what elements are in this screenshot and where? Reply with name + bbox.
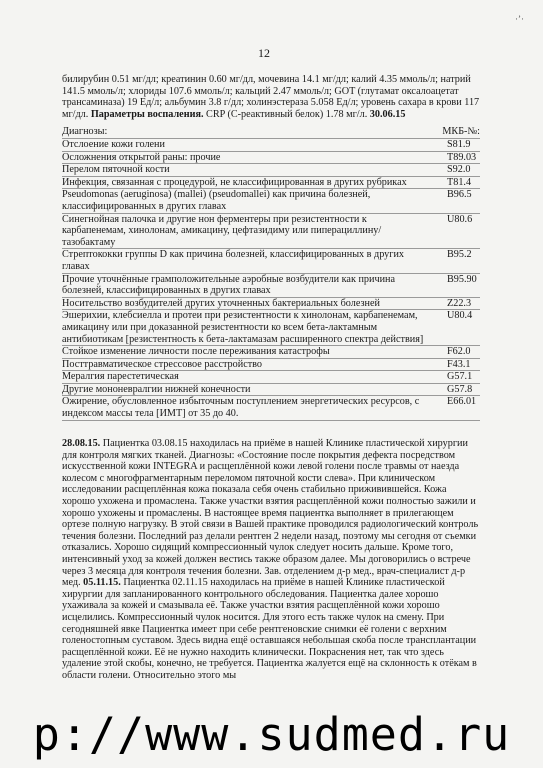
report-text-1: Пациентка 03.08.15 находилась на приёме в нашей Клинике пластической хирургии для контроля мягких тканей. Диагнозы: «Состояние после покрытия дефекта посредством искусственной кожи INTEGRA и расщеплённой кожи левой голени после травмы от наезда колесом с многофрагментарным переломом пяточной кости слева». При клиническом исследовании расщеплённая кожа показала себя очень стабильно приживившейся. Кожа хорошо ухожена и промаслена. Также участки взятия расщеплённой кожи полностью зажили и хорошо ухожены и промаслены. В настоящее время пациентка выполняет в прилегающем ортезе полную нагрузку. В этой связи в Вашей практике проводился радиологический контроль течения болезни. Последний раз делали рентген 2 недели назад, поэтому мы сегодня от съемки отказались. Хорошо сидящий компрессионный чулок следует носить дальше. Кроме того, интенсивный уход за кожей должен вестись также образом далее. Мы договорились о встрече через 3 месяца для контроля течения болезни. Зав. отделением д-р мед., врач-специалист д-р мед.: [62, 438, 479, 589]
diagnosis-name: Инфекция, связанная с процедурой, не классифицированная в других рубриках: [62, 176, 407, 188]
icd-code: T89.03: [447, 151, 477, 163]
diagnosis-row: [62, 213, 480, 249]
diagnosis-row: [62, 309, 480, 345]
icd-code: Z22.3: [447, 297, 472, 309]
report-date-2: 05.11.15.: [83, 577, 121, 589]
corner-mark: ·’·: [515, 14, 524, 24]
diagnosis-row: [62, 297, 480, 310]
diagnosis-name: Стрептококки группы D как причина болезней, классифицированных в других главах: [62, 249, 404, 272]
diagnosis-row: [62, 370, 480, 383]
diagnoses-header: Диагнозы:: [62, 126, 108, 137]
diagnosis-name: Отслоение кожи голени: [62, 139, 165, 150]
diagnosis-name: Стойкое изменение личности после переживания катастрофы: [62, 346, 330, 358]
diagnosis-name: Эшерихии, клебсиелла и протеи при резистентности к хинолонам, карбапенемам, амикацину или при доказанной резистентности ко всем бета-лактамным антибиотикам [резистентность к бета-лактамазам расширенного спектра действия]: [62, 310, 424, 345]
diagnosis-row: [62, 273, 480, 297]
lab-date: 30.06.15: [369, 108, 406, 120]
icd-code: E66.01: [447, 396, 477, 408]
icd-code: G57.8: [447, 383, 473, 395]
icd-code: U80.6: [447, 213, 473, 225]
diagnosis-name: Другие мононевралгии нижней конечности: [62, 383, 251, 395]
diagnosis-name: Перелом пяточной кости: [62, 164, 170, 176]
diagnosis-name: Синегнойная палочка и другие нон ферментеры при резистентности к карбапенемам, хинолонам, амикацину, цефтазидиму или пиперациллину/тазобактаму: [62, 213, 382, 248]
report-date-1: 28.08.15.: [62, 438, 101, 449]
diagnoses-header-row: [62, 126, 480, 138]
icd-code: B95.2: [447, 249, 472, 261]
icd-code: U80.4: [447, 310, 473, 322]
icd-code: T81.4: [447, 176, 472, 188]
diagnosis-row: [62, 176, 480, 189]
diagnosis-row: [62, 163, 480, 176]
lab-text-2: CRP (С-реактивный белок) 1.78 мг/л.: [206, 108, 368, 120]
icd-code: S81.9: [447, 139, 471, 150]
icd-code: F43.1: [447, 358, 471, 370]
diagnosis-row: [62, 151, 480, 164]
lab-results-paragraph: [62, 74, 480, 120]
diagnosis-row: [62, 138, 480, 151]
diagnosis-row: [62, 358, 480, 371]
lab-text-1: билирубин 0.51 мг/дл; креатинин 0.60 мг/дл, мочевина 14.1 мг/дл; калий 4.35 ммоль/л; натрий 141.5 ммоль/л; хлориды 107.6 ммоль/л; кальций 2.47 ммоль/л; GOT (глутамат оксалоацетат трансаминаза) 19 Ед/л; альбумин 3.8 г/дл; холинэстераза 5.058 Ед/л; уровень сахара в крови 117 мг/дл.: [62, 74, 480, 120]
diagnosis-row: [62, 345, 480, 358]
diagnosis-row: [62, 248, 480, 272]
diagnosis-name: Ожирение, обусловленное избыточным поступлением энергетических ресурсов, с индексом массы тела [ИМТ] от 35 до 40.: [62, 396, 420, 420]
report-paragraph: [62, 438, 480, 681]
icd-code: B96.5: [447, 189, 472, 201]
icd-code: B95.90: [447, 273, 477, 285]
icd-code: F62.0: [447, 346, 471, 358]
watermark-url: p://www.sudmed.ru: [32, 708, 511, 761]
report-text-2: Пациентка 02.11.15 находилась на приёме в нашей Клинике пластической хирургии для запланированного контрольного обследования. Пациентка далее хорошо ухаживала за кожей и смазывала её. Также участки взятия расщеплённой кожи хорошо исцелились. Компрессионный чулок носится. Для этого есть также чулок на смену. При сегодняшней явке Пациентка имеет при себе рентгеновские снимки её голени с верхним голеностопным суставом. Здесь видна ещё оставшаяся небольшая скоба после трансплантации расщеплённой кожи. Её не нужно находить клинически. Покраснения нет, так что здесь удаление этой скобы, конечно, не требуется. Пациентка жалуется ещё на склонность к отёкам в области голени. Относительно этого мы: [62, 577, 477, 681]
diagnosis-row: [62, 383, 480, 396]
diagnosis-name: Pseudomonas (aeruginosa) (mallei) (pseudomallei) как причина болезней, классифицированных в других главах: [62, 189, 371, 212]
page-number: 12: [258, 46, 270, 60]
lab-bold-heading: Параметры воспаления.: [90, 108, 204, 120]
icd-code: G57.1: [447, 371, 473, 383]
diagnosis-name: Носительство возбудителей других уточненных бактериальных болезней: [62, 297, 380, 309]
diagnosis-name: Посттравматическое стрессовое расстройство: [62, 358, 262, 370]
diagnosis-row: [62, 395, 480, 420]
diagnosis-name: Мералгия парестетическая: [62, 371, 179, 383]
icd-code: S92.0: [447, 164, 471, 176]
diagnosis-name: Осложнения открытой раны: прочие: [62, 151, 221, 163]
diagnosis-name: Прочие уточнённые грамположительные аэробные возбудители как причина болезней, классифицированных в других главах: [62, 273, 396, 297]
icd-code-header: МКБ-№:: [442, 126, 480, 137]
diagnoses-table: [62, 138, 480, 421]
diagnosis-row: [62, 188, 480, 212]
